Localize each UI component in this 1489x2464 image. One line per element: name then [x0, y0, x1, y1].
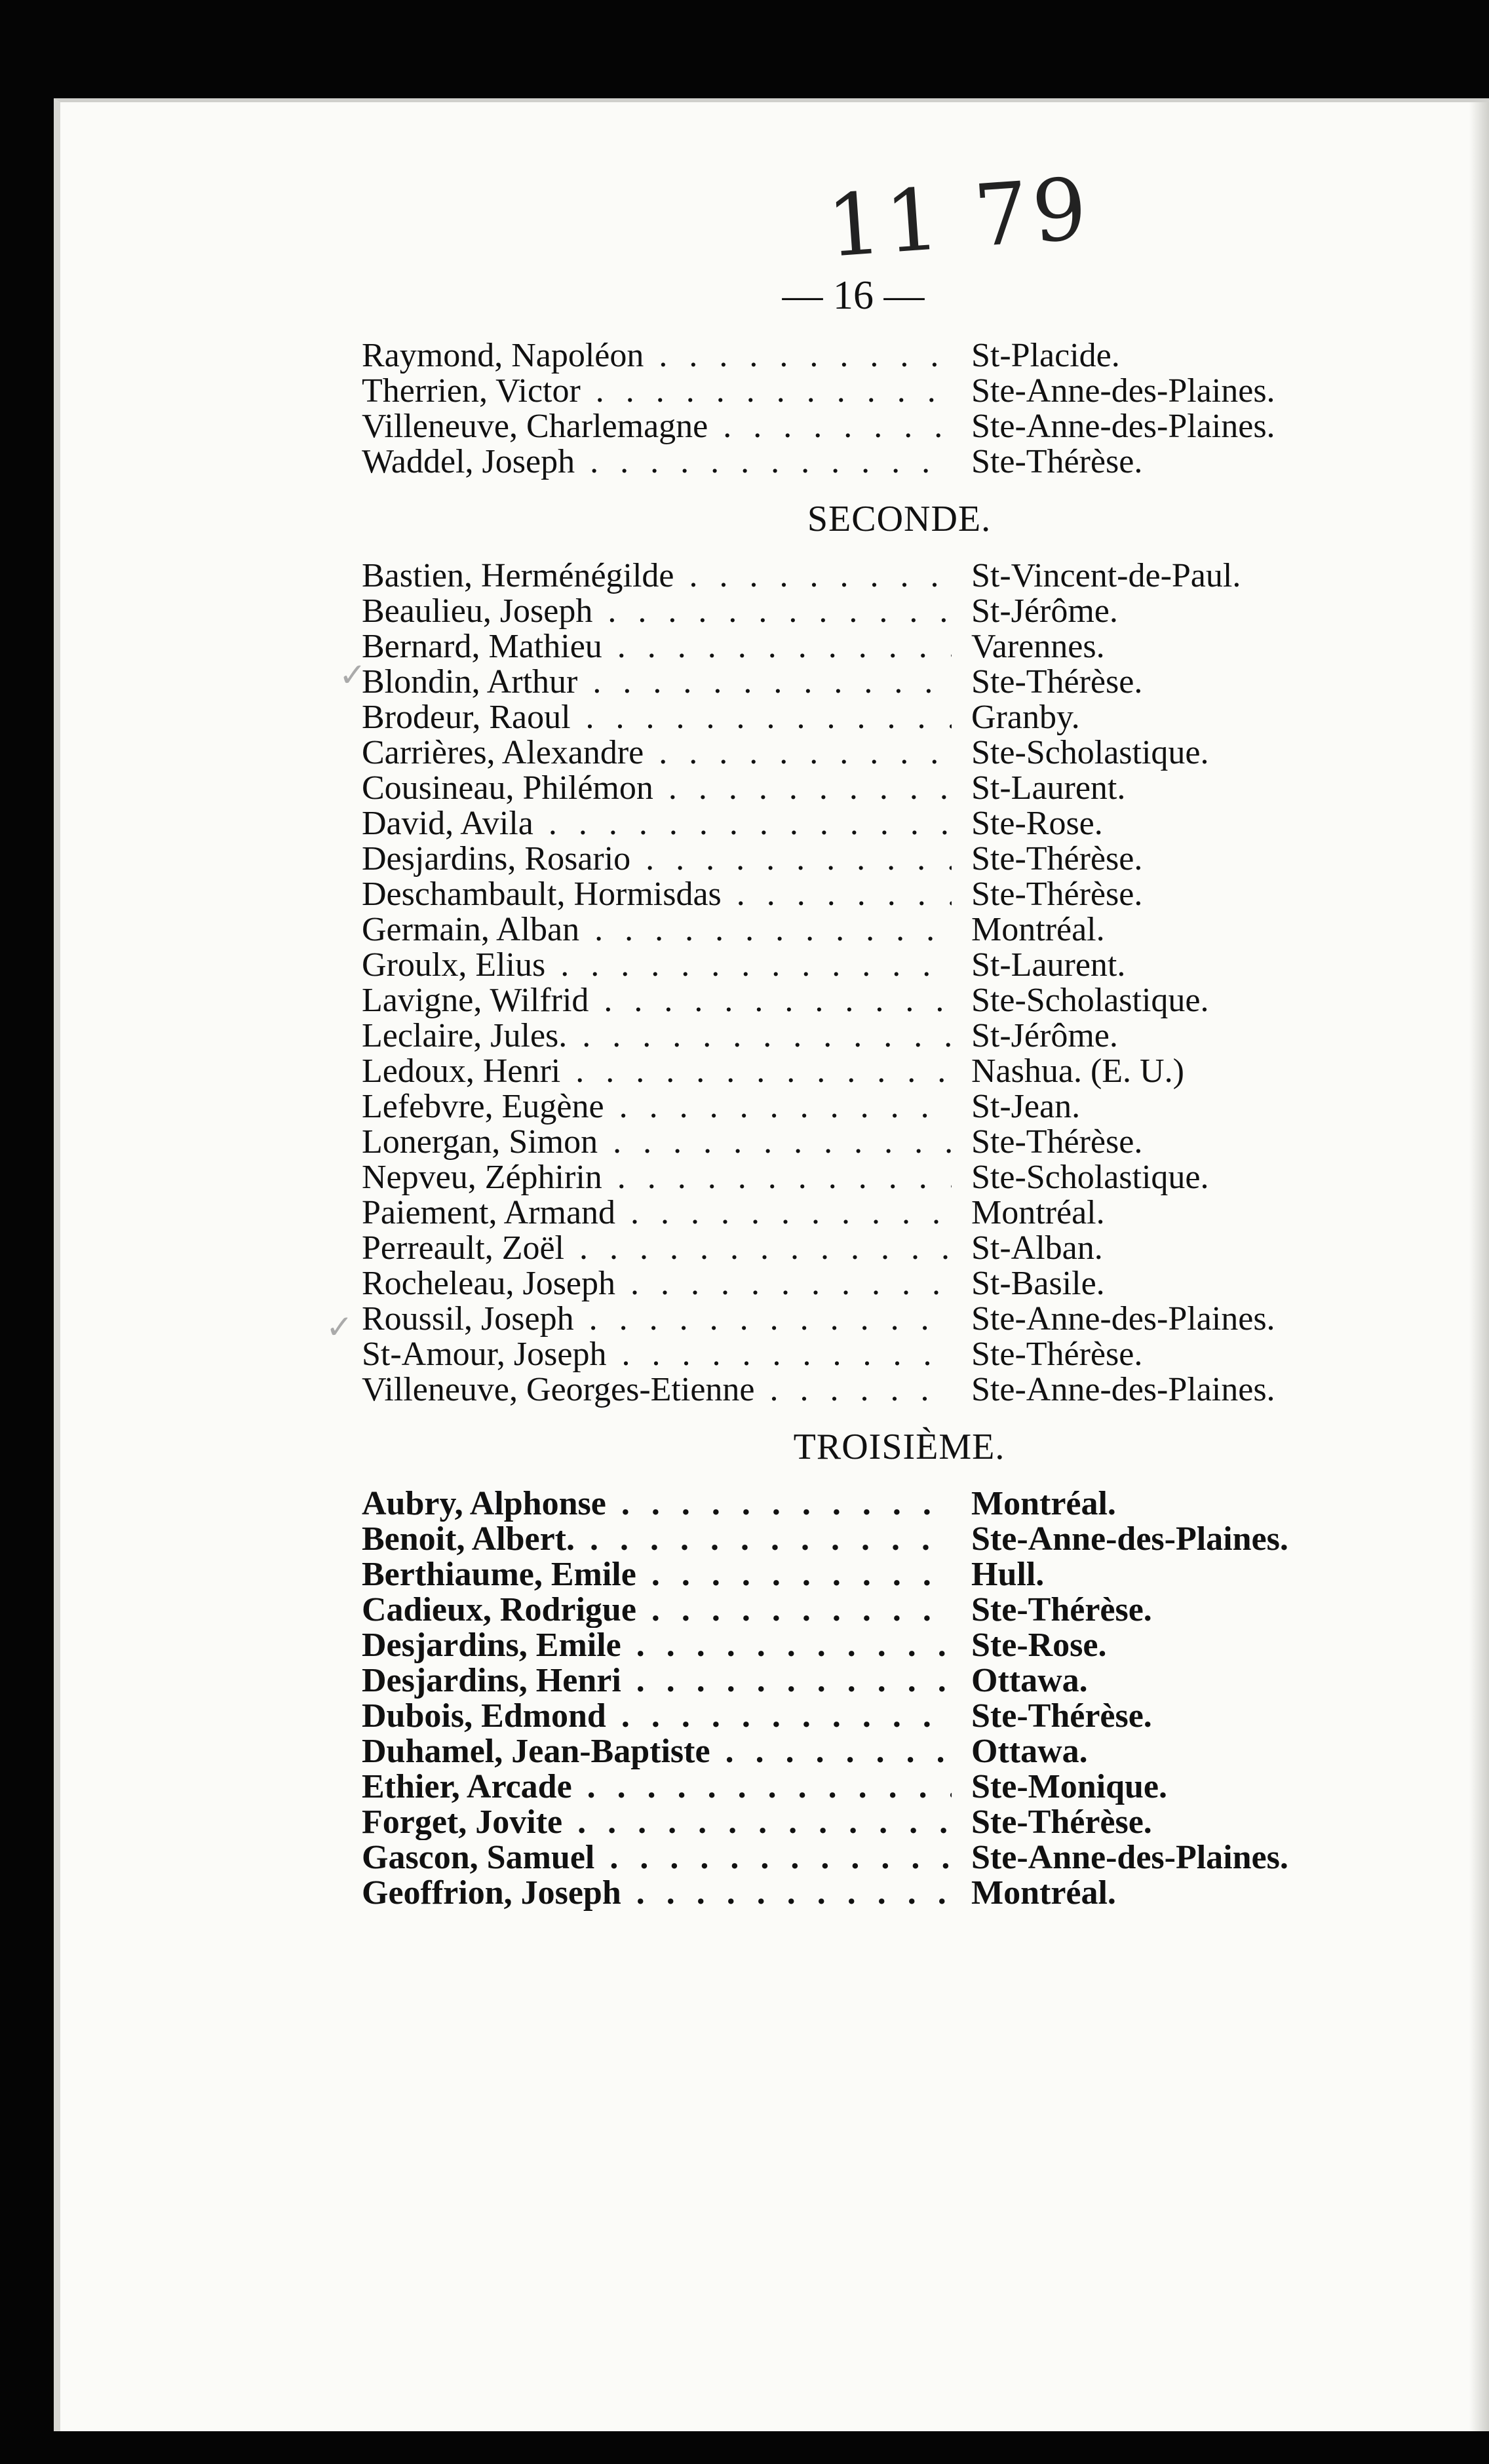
student-hometown: St-Placide. [971, 337, 1120, 374]
student-name: Brodeur, Raoul . . . [362, 700, 952, 735]
student-hometown: Ste-Thérèse. [971, 1803, 1152, 1841]
student-hometown: Ste-Thérèse. [971, 840, 1143, 877]
student-hometown: St-Laurent. [971, 769, 1126, 807]
student-name: Paiement, Armand . . . [362, 1195, 952, 1231]
section-heading: SECONDE. [807, 499, 992, 539]
student-hometown: Ste-Scholastique. [971, 1159, 1209, 1196]
roster-row [362, 912, 1384, 948]
student-name: Rocheleau, Joseph . . . [362, 1266, 952, 1301]
roster-row [362, 841, 1384, 877]
student-hometown: Montréal. [971, 911, 1105, 948]
student-name: Bastien, Herménégilde . . . [362, 558, 952, 594]
student-hometown: St-Laurent. [971, 946, 1126, 984]
student-name: Groulx, Elius . . . [362, 948, 952, 983]
roster-row [362, 1663, 1384, 1699]
roster-row [362, 806, 1384, 841]
student-hometown: St-Jérôme. [971, 1017, 1118, 1054]
student-name: Roussil, Joseph . . . [362, 1301, 952, 1337]
student-hometown: St-Vincent-de-Paul. [971, 557, 1241, 594]
roster-row [362, 338, 1384, 374]
student-hometown: Ste-Rose. [971, 805, 1103, 842]
student-name: Cousineau, Philémon . . . [362, 771, 952, 806]
student-hometown: Nashua. (E. U.) [971, 1052, 1184, 1090]
page-edge-shadow [1469, 102, 1489, 2431]
roster-row [362, 1486, 1384, 1522]
student-name: Ledoux, Henri . . . [362, 1054, 952, 1089]
roster-row [362, 1266, 1384, 1301]
student-hometown: Varennes. [971, 628, 1105, 665]
student-name: Berthiaume, Emile . . . [362, 1557, 952, 1592]
student-name: Duhamel, Jean-Baptiste . . . [362, 1734, 952, 1769]
roster-row [362, 1734, 1384, 1769]
student-name: Waddel, Joseph . . . [362, 444, 952, 480]
roster-row [362, 1125, 1384, 1160]
roster-row [362, 558, 1384, 594]
roster-row [362, 1301, 1384, 1337]
check-mark-icon: ✓ [339, 656, 366, 694]
student-name: St-Amour, Joseph . . . [362, 1337, 952, 1372]
roster-row [362, 983, 1384, 1018]
student-hometown: Ste-Thérèse. [971, 1591, 1152, 1628]
student-name: Dubois, Edmond . . . [362, 1699, 952, 1734]
student-hometown: Ste-Thérèse. [971, 443, 1143, 480]
student-hometown: Ste-Thérèse. [971, 1336, 1143, 1373]
student-name: Lavigne, Wilfrid . . . [362, 983, 952, 1018]
roster-row [362, 594, 1384, 629]
student-hometown: Ste-Thérèse. [971, 1123, 1143, 1161]
student-name: Ethier, Arcade . . . [362, 1769, 952, 1805]
student-name: Beaulieu, Joseph . . . [362, 594, 952, 629]
roster-row [362, 1592, 1384, 1628]
student-hometown: Ste-Monique. [971, 1768, 1167, 1805]
student-name: Aubry, Alphonse . . . [362, 1486, 952, 1522]
roster-row [362, 948, 1384, 983]
student-name: Bernard, Mathieu . . . [362, 629, 952, 664]
roster-row [362, 1557, 1384, 1592]
roster-row [362, 1231, 1384, 1266]
document-page [54, 98, 1489, 2431]
student-hometown: Ste-Scholastique. [971, 982, 1209, 1019]
student-name: Therrien, Victor . . . [362, 374, 952, 409]
student-hometown: St-Basile. [971, 1265, 1105, 1302]
roster-row [362, 735, 1384, 771]
student-name: Cadieux, Rodrigue . . . [362, 1592, 952, 1628]
roster-row [362, 1372, 1384, 1408]
student-hometown: Ste-Anne-des-Plaines. [971, 1300, 1275, 1338]
student-hometown: Montréal. [971, 1194, 1105, 1231]
student-name: Desjardins, Rosario . . . [362, 841, 952, 877]
roster-row [362, 1805, 1384, 1840]
student-hometown: St-Jérôme. [971, 592, 1118, 630]
roster-row [362, 700, 1384, 735]
roster-row [362, 409, 1384, 444]
student-hometown: Ste-Anne-des-Plaines. [971, 1371, 1275, 1408]
student-roster [362, 338, 1384, 1911]
student-hometown: Ste-Anne-des-Plaines. [971, 408, 1275, 445]
student-hometown: Montréal. [971, 1485, 1116, 1522]
student-name: Blondin, Arthur . . . [362, 664, 952, 700]
roster-row [362, 1699, 1384, 1734]
student-name: Lefebvre, Eugène . . . [362, 1089, 952, 1125]
roster-row [362, 629, 1384, 664]
roster-row [362, 374, 1384, 409]
student-name: Germain, Alban . . . [362, 912, 952, 948]
student-hometown: Ste-Rose. [971, 1627, 1107, 1664]
roster-row [362, 1089, 1384, 1125]
page-number: — 16 — [782, 273, 925, 318]
roster-row [362, 1840, 1384, 1876]
student-hometown: Ste-Anne-des-Plaines. [971, 1520, 1288, 1558]
roster-row [362, 1018, 1384, 1054]
student-hometown: Ste-Thérèse. [971, 1697, 1152, 1735]
roster-row [362, 1769, 1384, 1805]
roster-row [362, 444, 1384, 480]
roster-row [362, 1522, 1384, 1557]
student-hometown: Ste-Anne-des-Plaines. [971, 1839, 1288, 1876]
roster-row [362, 1337, 1384, 1372]
student-hometown: Ste-Thérèse. [971, 876, 1143, 913]
student-hometown: Ste-Thérèse. [971, 663, 1143, 701]
student-name: Nepveu, Zéphirin . . . [362, 1160, 952, 1195]
student-name: Forget, Jovite . . . [362, 1805, 952, 1840]
section-heading: TROISIÈME. [793, 1427, 1005, 1467]
student-name: David, Avila . . . [362, 806, 952, 841]
student-name: Raymond, Napoléon . . . [362, 338, 952, 374]
roster-row [362, 1195, 1384, 1231]
student-name: Villeneuve, Georges-Etienne . . . [362, 1372, 952, 1408]
handwritten-annotation: 11 79 [824, 159, 1094, 277]
student-hometown: Granby. [971, 699, 1080, 736]
student-name: Geoffrion, Joseph . . . [362, 1876, 952, 1911]
student-hometown: Ottawa. [971, 1662, 1088, 1699]
student-hometown: St-Alban. [971, 1229, 1103, 1267]
student-hometown: Montréal. [971, 1874, 1116, 1912]
student-name: Benoit, Albert. . . . [362, 1522, 952, 1557]
roster-row [362, 1876, 1384, 1911]
student-name: Lonergan, Simon . . . [362, 1125, 952, 1160]
roster-row [362, 664, 1384, 700]
student-hometown: Ottawa. [971, 1733, 1088, 1770]
student-name: Carrières, Alexandre . . . [362, 735, 952, 771]
roster-row [362, 1628, 1384, 1663]
roster-row [362, 1054, 1384, 1089]
student-name: Deschambault, Hormisdas . . . [362, 877, 952, 912]
student-hometown: Ste-Anne-des-Plaines. [971, 372, 1275, 410]
student-name: Perreault, Zoël . . . [362, 1231, 952, 1266]
check-mark-icon: ✓ [326, 1308, 353, 1346]
student-name: Villeneuve, Charlemagne . . . [362, 409, 952, 444]
student-hometown: Ste-Scholastique. [971, 734, 1209, 771]
student-hometown: St-Jean. [971, 1088, 1081, 1125]
student-name: Leclaire, Jules. . . . [362, 1018, 952, 1054]
student-name: Desjardins, Emile . . . [362, 1628, 952, 1663]
student-name: Desjardins, Henri . . . [362, 1663, 952, 1699]
student-name: Gascon, Samuel . . . [362, 1840, 952, 1876]
roster-row [362, 1160, 1384, 1195]
roster-row [362, 771, 1384, 806]
roster-row [362, 877, 1384, 912]
student-hometown: Hull. [971, 1556, 1045, 1593]
